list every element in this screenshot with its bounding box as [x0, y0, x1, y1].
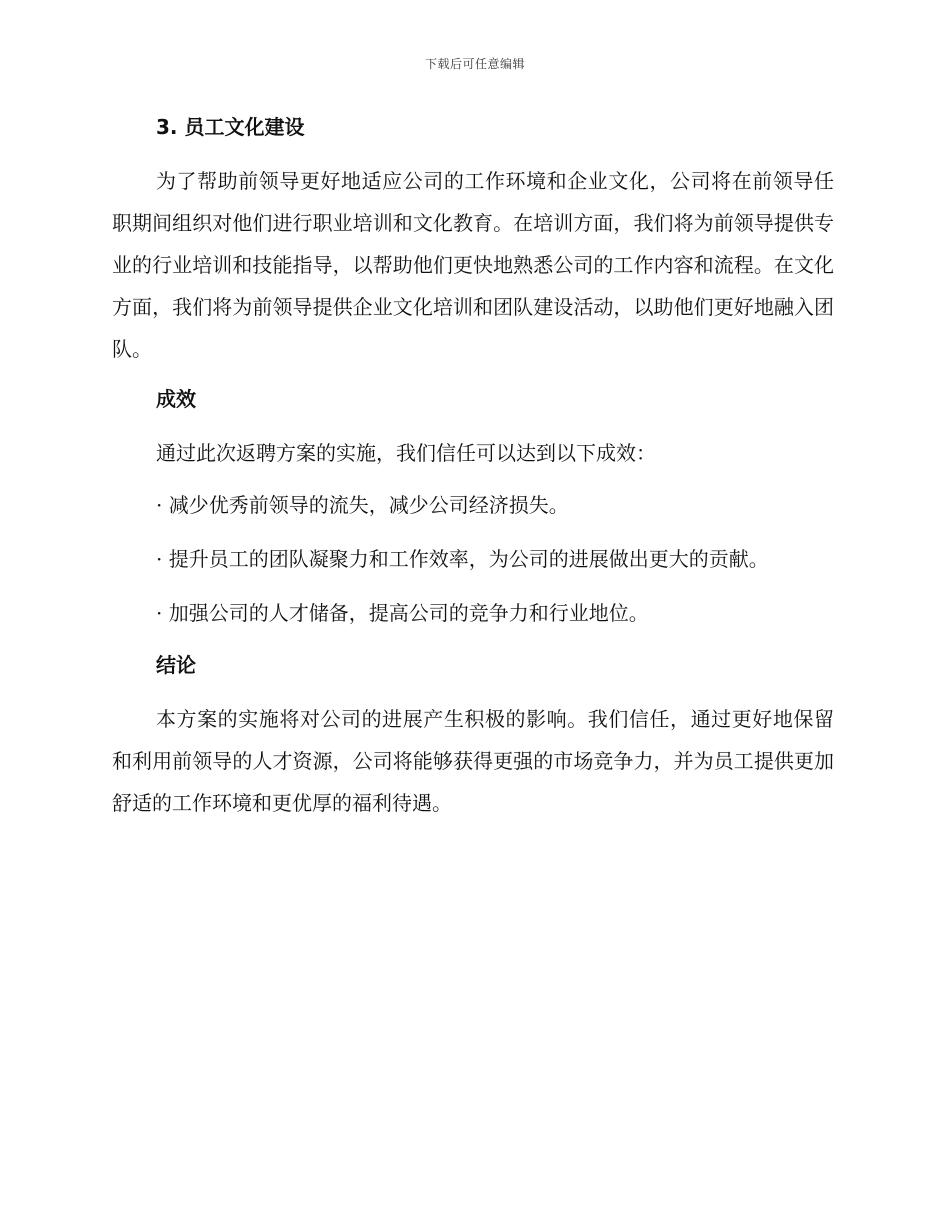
section-heading-results: 成效	[156, 387, 196, 411]
section-heading-conclusion: 结论	[156, 653, 196, 677]
list-item: · 提升员工的团队凝聚力和工作效率，为公司的进展做出更大的贡献。	[156, 547, 769, 571]
list-item: · 减少优秀前领导的流失，减少公司经济损失。	[156, 493, 569, 517]
list-item: · 加强公司的人才储备，提高公司的竞争力和行业地位。	[156, 601, 649, 625]
paragraph-conclusion: 本方案的实施将对公司的进展产生积极的影响。我们信任，通过更好地保留和利用前领导的人才资源，公司将能够获得更强的市场竞争力，并为员工提供更加舒适的工作环境和更优厚的福利待遇。	[112, 707, 834, 815]
section-heading-culture: 3. 员工文化建设	[156, 115, 305, 139]
paragraph-results-intro: 通过此次返聘方案的实施，我们信任可以达到以下成效：	[156, 441, 656, 465]
paragraph-culture: 为了帮助前领导更好地适应公司的工作环境和企业文化，公司将在前领导任职期间组织对他们进行职业培训和文化教育。在培训方面，我们将为前领导提供专业的行业培训和技能指导，以帮助他们更快地熟悉公司的工作内容和流程。在文化方面，我们将为前领导提供企业文化培训和团队建设活动，以助他们更好地融入团队。	[112, 169, 834, 361]
page-header: 下载后可任意编辑	[424, 57, 525, 71]
document-body	[112, 108, 834, 834]
